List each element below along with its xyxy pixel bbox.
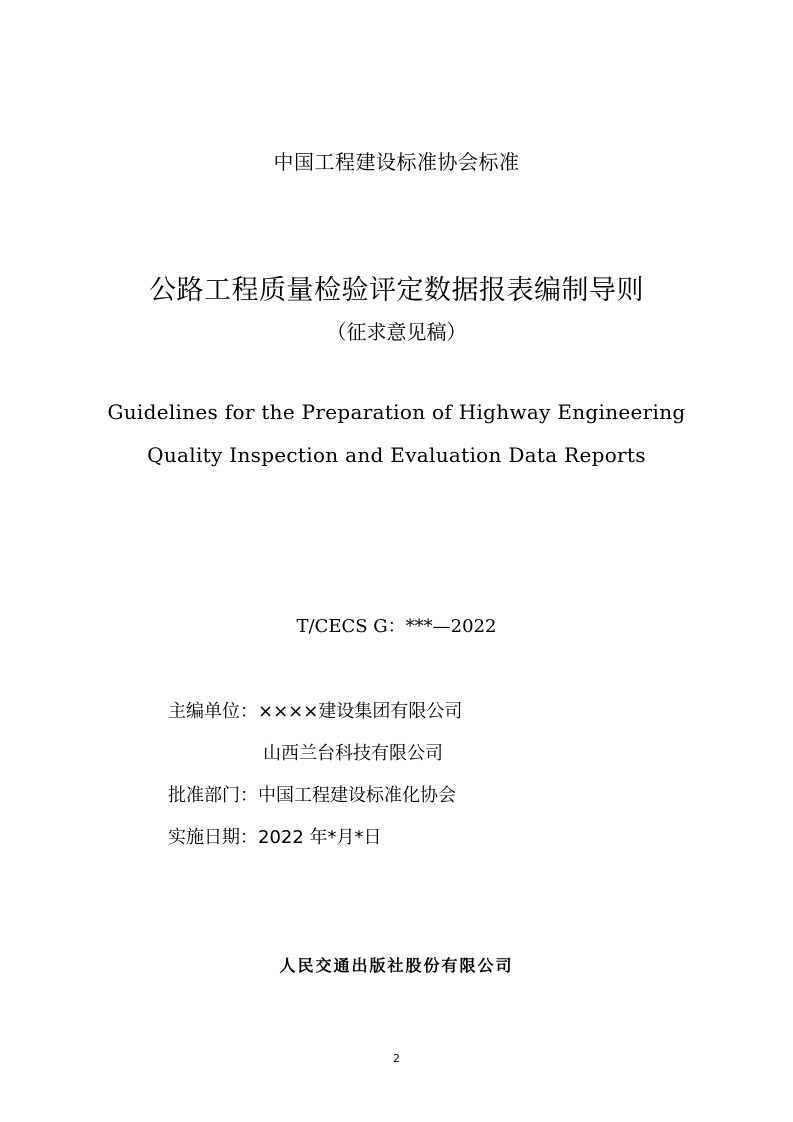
editor-unit-value-2: 山西兰台科技有限公司: [263, 743, 443, 764]
association-standard-heading: 中国工程建设标准协会标准: [273, 150, 520, 174]
approval-dept-label: 批准部门：: [168, 785, 258, 806]
standard-code: T/CECS G：***—2022: [296, 616, 497, 637]
implementation-date-row: [168, 823, 382, 849]
approval-dept-value: 中国工程建设标准化协会: [258, 785, 456, 806]
editor-unit-row-2: [263, 739, 443, 765]
implementation-date-label: 实施日期：: [168, 827, 258, 848]
implementation-date-value: 2022 年*月*日: [258, 827, 382, 848]
editor-unit-value-1: ××××建设集团有限公司: [258, 701, 463, 722]
english-title-line-1: Guidelines for the Preparation of Highway Engineering: [107, 400, 686, 424]
english-title-line-2: Quality Inspection and Evaluation Data Reports: [147, 443, 646, 467]
editor-unit-label: 主编单位：: [168, 701, 258, 722]
approval-dept-row: [168, 781, 456, 807]
document-title: 公路工程质量检验评定数据报表编制导则: [149, 275, 644, 306]
draft-note: （征求意见稿）: [326, 320, 467, 344]
page-number: 2: [393, 1052, 400, 1065]
publisher-name: 人民交通出版社股份有限公司: [279, 956, 514, 975]
editor-unit-row: [168, 697, 462, 723]
